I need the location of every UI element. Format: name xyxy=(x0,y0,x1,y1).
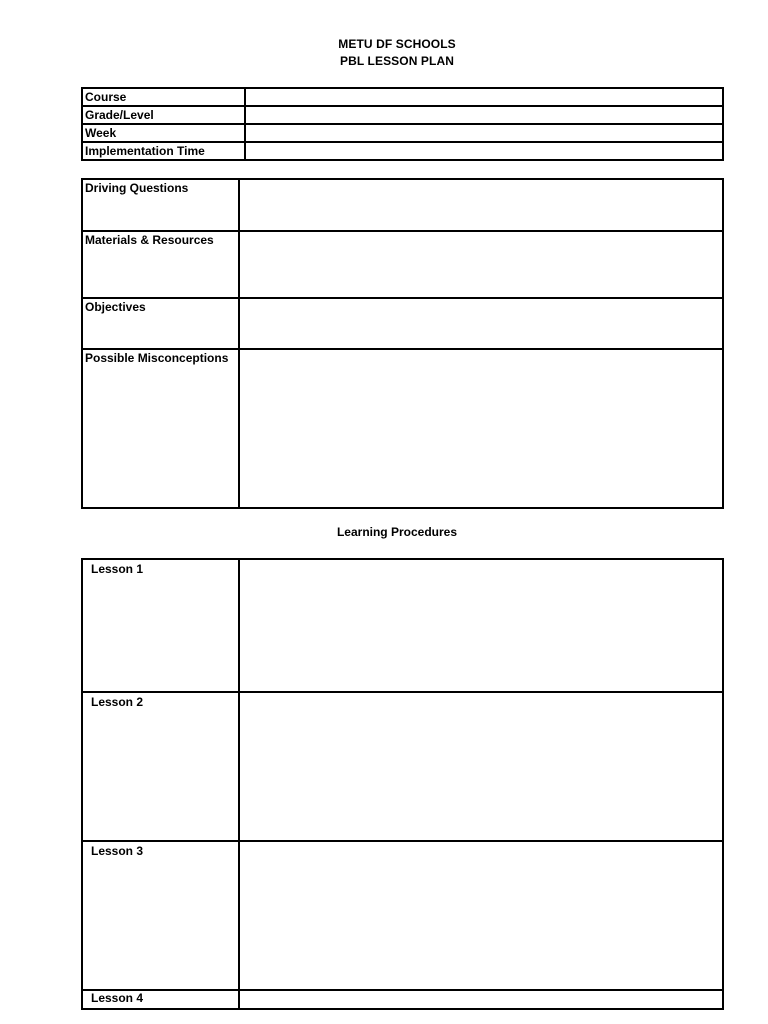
implementation-time-label: Implementation Time xyxy=(82,142,245,160)
table-row xyxy=(82,142,723,160)
driving-questions-label: Driving Questions xyxy=(82,179,239,231)
lesson-2-label: Lesson 2 xyxy=(82,692,239,841)
course-info-table xyxy=(81,87,724,161)
objectives-field[interactable] xyxy=(239,298,723,349)
lesson-4-label: Lesson 4 xyxy=(82,990,239,1009)
week-label: Week xyxy=(82,124,245,142)
objectives-label: Objectives xyxy=(82,298,239,349)
table-row xyxy=(82,692,723,841)
table-row xyxy=(82,841,723,990)
table-row xyxy=(82,231,723,298)
lesson-1-label: Lesson 1 xyxy=(82,559,239,692)
lesson-4-field[interactable] xyxy=(239,990,723,1009)
table-row xyxy=(82,124,723,142)
school-name: METU DF SCHOOLS xyxy=(338,37,456,51)
materials-resources-label: Materials & Resources xyxy=(82,231,239,298)
table-row xyxy=(82,88,723,106)
learning-procedures-table xyxy=(81,558,724,1010)
document-title: PBL LESSON PLAN xyxy=(340,54,454,68)
table-row xyxy=(82,990,723,1009)
materials-resources-field[interactable] xyxy=(239,231,723,298)
lesson-2-field[interactable] xyxy=(239,692,723,841)
course-field[interactable] xyxy=(245,88,723,106)
possible-misconceptions-field[interactable] xyxy=(239,349,723,508)
lesson-3-label: Lesson 3 xyxy=(82,841,239,990)
course-label: Course xyxy=(82,88,245,106)
lesson-1-field[interactable] xyxy=(239,559,723,692)
grade-level-label: Grade/Level xyxy=(82,106,245,124)
table-row xyxy=(82,179,723,231)
table-row xyxy=(82,106,723,124)
table-row xyxy=(82,559,723,692)
table-row xyxy=(82,349,723,508)
week-field[interactable] xyxy=(245,124,723,142)
grade-level-field[interactable] xyxy=(245,106,723,124)
possible-misconceptions-label: Possible Misconceptions xyxy=(82,349,239,508)
driving-questions-field[interactable] xyxy=(239,179,723,231)
table-row xyxy=(82,298,723,349)
lesson-3-field[interactable] xyxy=(239,841,723,990)
learning-procedures-heading: Learning Procedures xyxy=(336,525,458,539)
lesson-details-table xyxy=(81,178,724,509)
implementation-time-field[interactable] xyxy=(245,142,723,160)
